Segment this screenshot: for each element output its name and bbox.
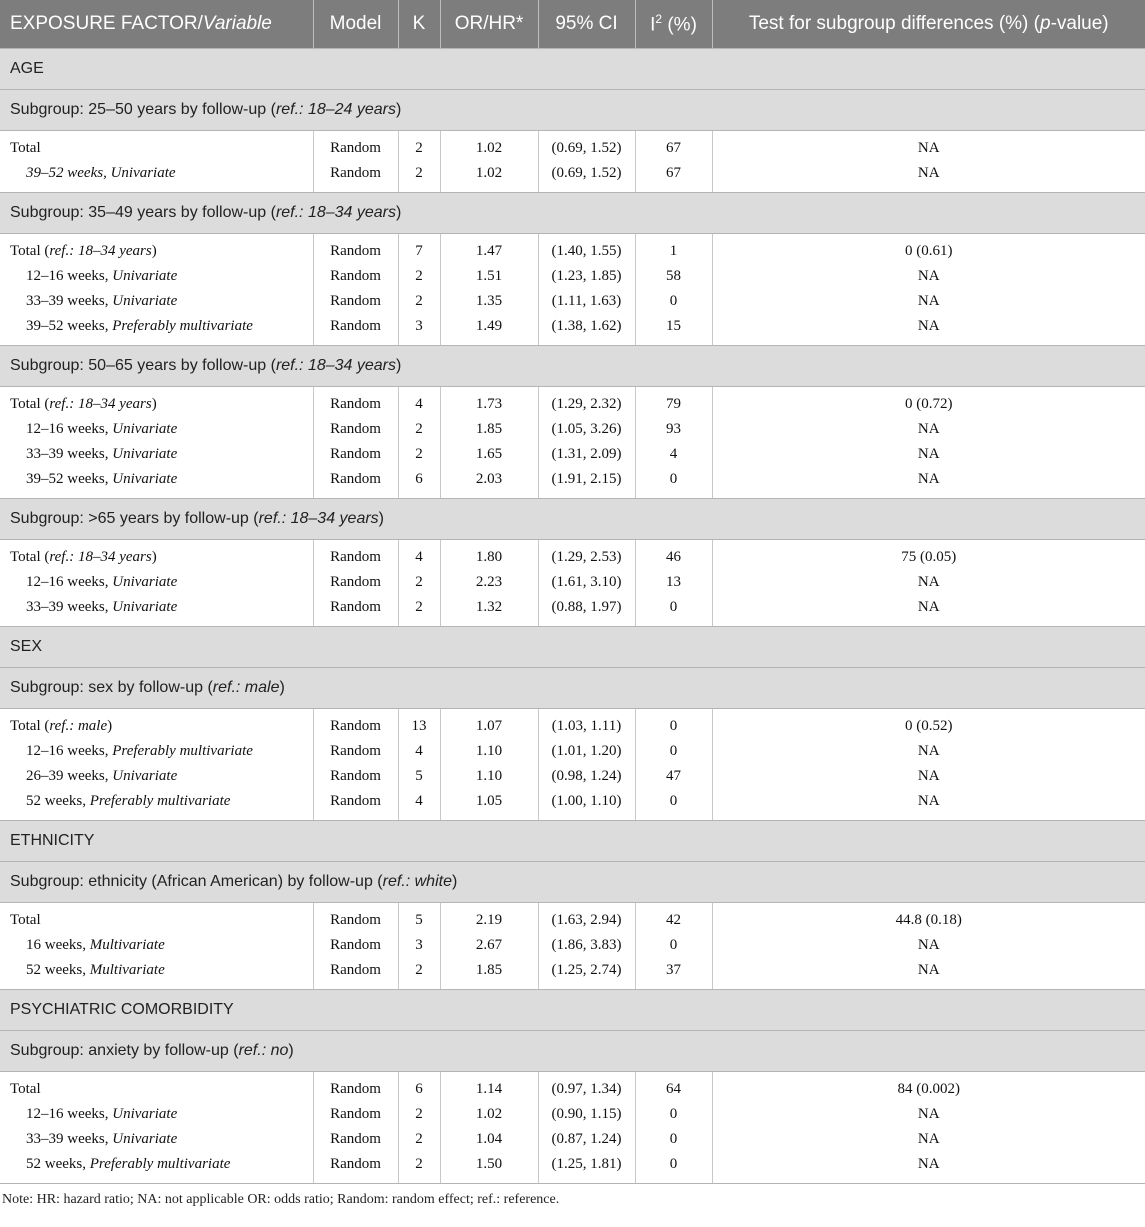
row-label: 39–52 weeks, Preferably multivariate [0, 314, 313, 346]
row-label: Total (ref.: 18–34 years) [0, 540, 313, 571]
table-row [0, 161, 1145, 193]
ci-cell: (1.40, 1.55) [538, 234, 635, 265]
i2-cell: 15 [635, 314, 712, 346]
or-hr-cell: 1.35 [440, 289, 538, 314]
row-label: 52 weeks, Preferably multivariate [0, 1152, 313, 1184]
model-cell: Random [313, 264, 398, 289]
ci-cell: (1.31, 2.09) [538, 442, 635, 467]
or-hr-cell: 1.51 [440, 264, 538, 289]
table-row [0, 958, 1145, 990]
header-row [0, 0, 1145, 49]
or-hr-cell: 1.14 [440, 1072, 538, 1103]
model-cell: Random [313, 289, 398, 314]
test-cell: NA [917, 293, 940, 309]
or-hr-cell: 1.07 [440, 709, 538, 740]
model-cell: Random [313, 131, 398, 162]
model-cell: Random [313, 234, 398, 265]
col-header-exposure: EXPOSURE FACTOR/Variable [0, 0, 313, 49]
subgroup-title: Subgroup: 50–65 years by follow-up (ref.: 18–34 years) [0, 346, 1145, 387]
test-cell: NA [917, 1131, 940, 1147]
k-cell: 6 [398, 467, 440, 499]
k-cell: 2 [398, 1102, 440, 1127]
or-hr-cell: 2.03 [440, 467, 538, 499]
i2-cell: 47 [635, 764, 712, 789]
model-cell: Random [313, 161, 398, 193]
table-note: Note: HR: hazard ratio; NA: not applicable OR: odds ratio; Random: random effect; ref.: reference. [2, 1192, 560, 1207]
col-header-ci: 95% CI [538, 0, 635, 49]
subgroup-header-row [0, 90, 1145, 131]
or-hr-cell: 1.85 [440, 958, 538, 990]
k-cell: 4 [398, 739, 440, 764]
i2-cell: 93 [635, 417, 712, 442]
row-label: Total [0, 131, 313, 162]
test-cell: NA [917, 743, 940, 759]
table-row [0, 131, 1145, 162]
test-cell: NA [712, 789, 1145, 821]
model-cell: Random [313, 387, 398, 418]
k-cell: 2 [398, 958, 440, 990]
col-header-test: Test for subgroup differences (%) (p-value) [712, 0, 1145, 49]
i2-cell: 4 [635, 442, 712, 467]
row-label: 33–39 weeks, Univariate [0, 442, 313, 467]
test-cell: NA [917, 768, 940, 784]
k-cell: 2 [398, 131, 440, 162]
section-title: PSYCHIATRIC COMORBIDITY [0, 990, 1145, 1031]
row-label: 52 weeks, Multivariate [0, 958, 313, 990]
subgroup-header-row [0, 193, 1145, 234]
k-cell: 2 [398, 595, 440, 627]
test-cell: 84 (0.002) [897, 1081, 960, 1097]
test-cell: NA [712, 1152, 1145, 1184]
table-row [0, 933, 1145, 958]
row-label: Total [0, 1072, 313, 1103]
subgroup-header-row [0, 668, 1145, 709]
row-label: 12–16 weeks, Univariate [0, 1102, 313, 1127]
row-label: 12–16 weeks, Univariate [0, 417, 313, 442]
i2-cell: 67 [635, 161, 712, 193]
k-cell: 2 [398, 161, 440, 193]
subgroup-header-row [0, 1031, 1145, 1072]
test-cell: NA [917, 937, 940, 953]
table-row [0, 1072, 1145, 1103]
or-hr-cell: 1.47 [440, 234, 538, 265]
table-row [0, 442, 1145, 467]
or-hr-cell: 1.10 [440, 764, 538, 789]
row-label: Total (ref.: 18–34 years) [0, 234, 313, 265]
table-row [0, 467, 1145, 499]
ci-cell: (0.98, 1.24) [538, 764, 635, 789]
ci-cell: (1.38, 1.62) [538, 314, 635, 346]
table-row [0, 314, 1145, 346]
subgroup-title: Subgroup: anxiety by follow-up (ref.: no) [0, 1031, 1145, 1072]
table-row [0, 289, 1145, 314]
row-label: 33–39 weeks, Univariate [0, 595, 313, 627]
test-cell: NA [712, 958, 1145, 990]
row-label: 16 weeks, Multivariate [0, 933, 313, 958]
i2-cell: 0 [635, 709, 712, 740]
ci-cell: (0.69, 1.52) [538, 161, 635, 193]
k-cell: 4 [398, 540, 440, 571]
test-cell: NA [917, 421, 940, 437]
test-cell: NA [712, 595, 1145, 627]
subgroup-header-row [0, 346, 1145, 387]
or-hr-cell: 1.65 [440, 442, 538, 467]
model-cell: Random [313, 442, 398, 467]
subgroup-header-row [0, 499, 1145, 540]
test-cell: NA [712, 161, 1145, 193]
i2-cell: 0 [635, 1102, 712, 1127]
i2-cell: 79 [635, 387, 712, 418]
row-label: 39–52 weeks, Univariate [0, 161, 313, 193]
section-header-row [0, 821, 1145, 862]
k-cell: 2 [398, 289, 440, 314]
or-hr-cell: 1.49 [440, 314, 538, 346]
model-cell: Random [313, 789, 398, 821]
test-cell: 75 (0.05) [901, 549, 957, 565]
ci-cell: (1.91, 2.15) [538, 467, 635, 499]
row-label: 12–16 weeks, Univariate [0, 570, 313, 595]
section-header-row [0, 627, 1145, 668]
subgroup-title: Subgroup: >65 years by follow-up (ref.: 18–34 years) [0, 499, 1145, 540]
or-hr-cell: 2.19 [440, 903, 538, 934]
k-cell: 5 [398, 903, 440, 934]
test-cell: NA [917, 140, 940, 156]
i2-cell: 0 [635, 289, 712, 314]
table-header [0, 0, 1145, 49]
table-row [0, 234, 1145, 265]
subgroup-title: Subgroup: 25–50 years by follow-up (ref.: 18–24 years) [0, 90, 1145, 131]
or-hr-cell: 1.04 [440, 1127, 538, 1152]
test-cell: NA [917, 446, 940, 462]
i2-cell: 42 [635, 903, 712, 934]
i2-cell: 37 [635, 958, 712, 990]
test-cell: NA [712, 314, 1145, 346]
model-cell: Random [313, 903, 398, 934]
test-cell: NA [712, 467, 1145, 499]
ci-cell: (1.86, 3.83) [538, 933, 635, 958]
ci-cell: (1.61, 3.10) [538, 570, 635, 595]
model-cell: Random [313, 540, 398, 571]
subgroup-title: Subgroup: ethnicity (African American) by follow-up (ref.: white) [0, 862, 1145, 903]
k-cell: 5 [398, 764, 440, 789]
k-cell: 3 [398, 933, 440, 958]
row-label: 39–52 weeks, Univariate [0, 467, 313, 499]
table-row [0, 1127, 1145, 1152]
k-cell: 13 [398, 709, 440, 740]
model-cell: Random [313, 1072, 398, 1103]
row-label: Total [0, 903, 313, 934]
or-hr-cell: 1.02 [440, 131, 538, 162]
test-cell: 44.8 (0.18) [895, 912, 962, 928]
table-row [0, 789, 1145, 821]
section-header-row [0, 990, 1145, 1031]
table-row [0, 764, 1145, 789]
test-cell: NA [917, 1106, 940, 1122]
model-cell: Random [313, 958, 398, 990]
row-label: 33–39 weeks, Univariate [0, 1127, 313, 1152]
section-title: SEX [0, 627, 1145, 668]
model-cell: Random [313, 1152, 398, 1184]
table-row [0, 264, 1145, 289]
i2-cell: 0 [635, 789, 712, 821]
test-cell: NA [917, 574, 940, 590]
k-cell: 2 [398, 1127, 440, 1152]
model-cell: Random [313, 933, 398, 958]
or-hr-cell: 2.23 [440, 570, 538, 595]
i2-cell: 0 [635, 595, 712, 627]
section-header-row [0, 49, 1145, 90]
table-row [0, 739, 1145, 764]
row-label: 52 weeks, Preferably multivariate [0, 789, 313, 821]
ci-cell: (1.29, 2.32) [538, 387, 635, 418]
ci-cell: (0.87, 1.24) [538, 1127, 635, 1152]
k-cell: 6 [398, 1072, 440, 1103]
row-label: Total (ref.: 18–34 years) [0, 387, 313, 418]
col-header-model: Model [313, 0, 398, 49]
or-hr-cell: 1.73 [440, 387, 538, 418]
i2-cell: 46 [635, 540, 712, 571]
or-hr-cell: 1.85 [440, 417, 538, 442]
or-hr-cell: 1.50 [440, 1152, 538, 1184]
k-cell: 2 [398, 442, 440, 467]
subgroup-title: Subgroup: sex by follow-up (ref.: male) [0, 668, 1145, 709]
test-cell: NA [917, 268, 940, 284]
ci-cell: (1.63, 2.94) [538, 903, 635, 934]
model-cell: Random [313, 709, 398, 740]
row-label: Total (ref.: male) [0, 709, 313, 740]
ci-cell: (0.88, 1.97) [538, 595, 635, 627]
col-header-or-hr: OR/HR* [440, 0, 538, 49]
test-cell: 0 (0.52) [905, 718, 953, 734]
table-row [0, 540, 1145, 571]
or-hr-cell: 1.80 [440, 540, 538, 571]
or-hr-cell: 1.32 [440, 595, 538, 627]
ci-cell: (1.23, 1.85) [538, 264, 635, 289]
model-cell: Random [313, 764, 398, 789]
i2-cell: 0 [635, 933, 712, 958]
k-cell: 4 [398, 789, 440, 821]
table-row [0, 903, 1145, 934]
table-row [0, 1152, 1145, 1184]
section-title: AGE [0, 49, 1145, 90]
test-cell: 0 (0.72) [905, 396, 953, 412]
k-cell: 2 [398, 417, 440, 442]
ci-cell: (0.97, 1.34) [538, 1072, 635, 1103]
ci-cell: (1.03, 1.11) [538, 709, 635, 740]
row-label: 26–39 weeks, Univariate [0, 764, 313, 789]
or-hr-cell: 1.05 [440, 789, 538, 821]
ci-cell: (1.25, 2.74) [538, 958, 635, 990]
ci-cell: (1.25, 1.81) [538, 1152, 635, 1184]
table-row [0, 570, 1145, 595]
k-cell: 2 [398, 264, 440, 289]
i2-cell: 0 [635, 739, 712, 764]
table-row [0, 417, 1145, 442]
or-hr-cell: 1.02 [440, 161, 538, 193]
i2-cell: 1 [635, 234, 712, 265]
or-hr-cell: 1.02 [440, 1102, 538, 1127]
ci-cell: (0.90, 1.15) [538, 1102, 635, 1127]
ci-cell: (1.11, 1.63) [538, 289, 635, 314]
model-cell: Random [313, 1127, 398, 1152]
model-cell: Random [313, 739, 398, 764]
k-cell: 2 [398, 570, 440, 595]
ci-cell: (1.05, 3.26) [538, 417, 635, 442]
table-row [0, 595, 1145, 627]
i2-cell: 13 [635, 570, 712, 595]
table-row [0, 709, 1145, 740]
row-label: 12–16 weeks, Preferably multivariate [0, 739, 313, 764]
ci-cell: (1.29, 2.53) [538, 540, 635, 571]
model-cell: Random [313, 314, 398, 346]
i2-cell: 58 [635, 264, 712, 289]
table-body [0, 49, 1145, 1184]
k-cell: 3 [398, 314, 440, 346]
i2-cell: 0 [635, 467, 712, 499]
i2-cell: 67 [635, 131, 712, 162]
k-cell: 7 [398, 234, 440, 265]
subgroup-title: Subgroup: 35–49 years by follow-up (ref.: 18–34 years) [0, 193, 1145, 234]
ci-cell: (1.01, 1.20) [538, 739, 635, 764]
test-cell: 0 (0.61) [905, 243, 953, 259]
section-title: ETHNICITY [0, 821, 1145, 862]
or-hr-cell: 2.67 [440, 933, 538, 958]
model-cell: Random [313, 570, 398, 595]
k-cell: 4 [398, 387, 440, 418]
ci-cell: (1.00, 1.10) [538, 789, 635, 821]
subgroup-header-row [0, 862, 1145, 903]
i2-cell: 0 [635, 1127, 712, 1152]
table-row [0, 387, 1145, 418]
or-hr-cell: 1.10 [440, 739, 538, 764]
col-header-i2: $I^2$ (%) [635, 0, 712, 49]
k-cell: 2 [398, 1152, 440, 1184]
table-row [0, 1102, 1145, 1127]
row-label: 33–39 weeks, Univariate [0, 289, 313, 314]
ci-cell: (0.69, 1.52) [538, 131, 635, 162]
i2-cell: 0 [635, 1152, 712, 1184]
row-label: 12–16 weeks, Univariate [0, 264, 313, 289]
model-cell: Random [313, 1102, 398, 1127]
i2-cell: 64 [635, 1072, 712, 1103]
model-cell: Random [313, 417, 398, 442]
model-cell: Random [313, 467, 398, 499]
col-header-k: K [398, 0, 440, 49]
model-cell: Random [313, 595, 398, 627]
